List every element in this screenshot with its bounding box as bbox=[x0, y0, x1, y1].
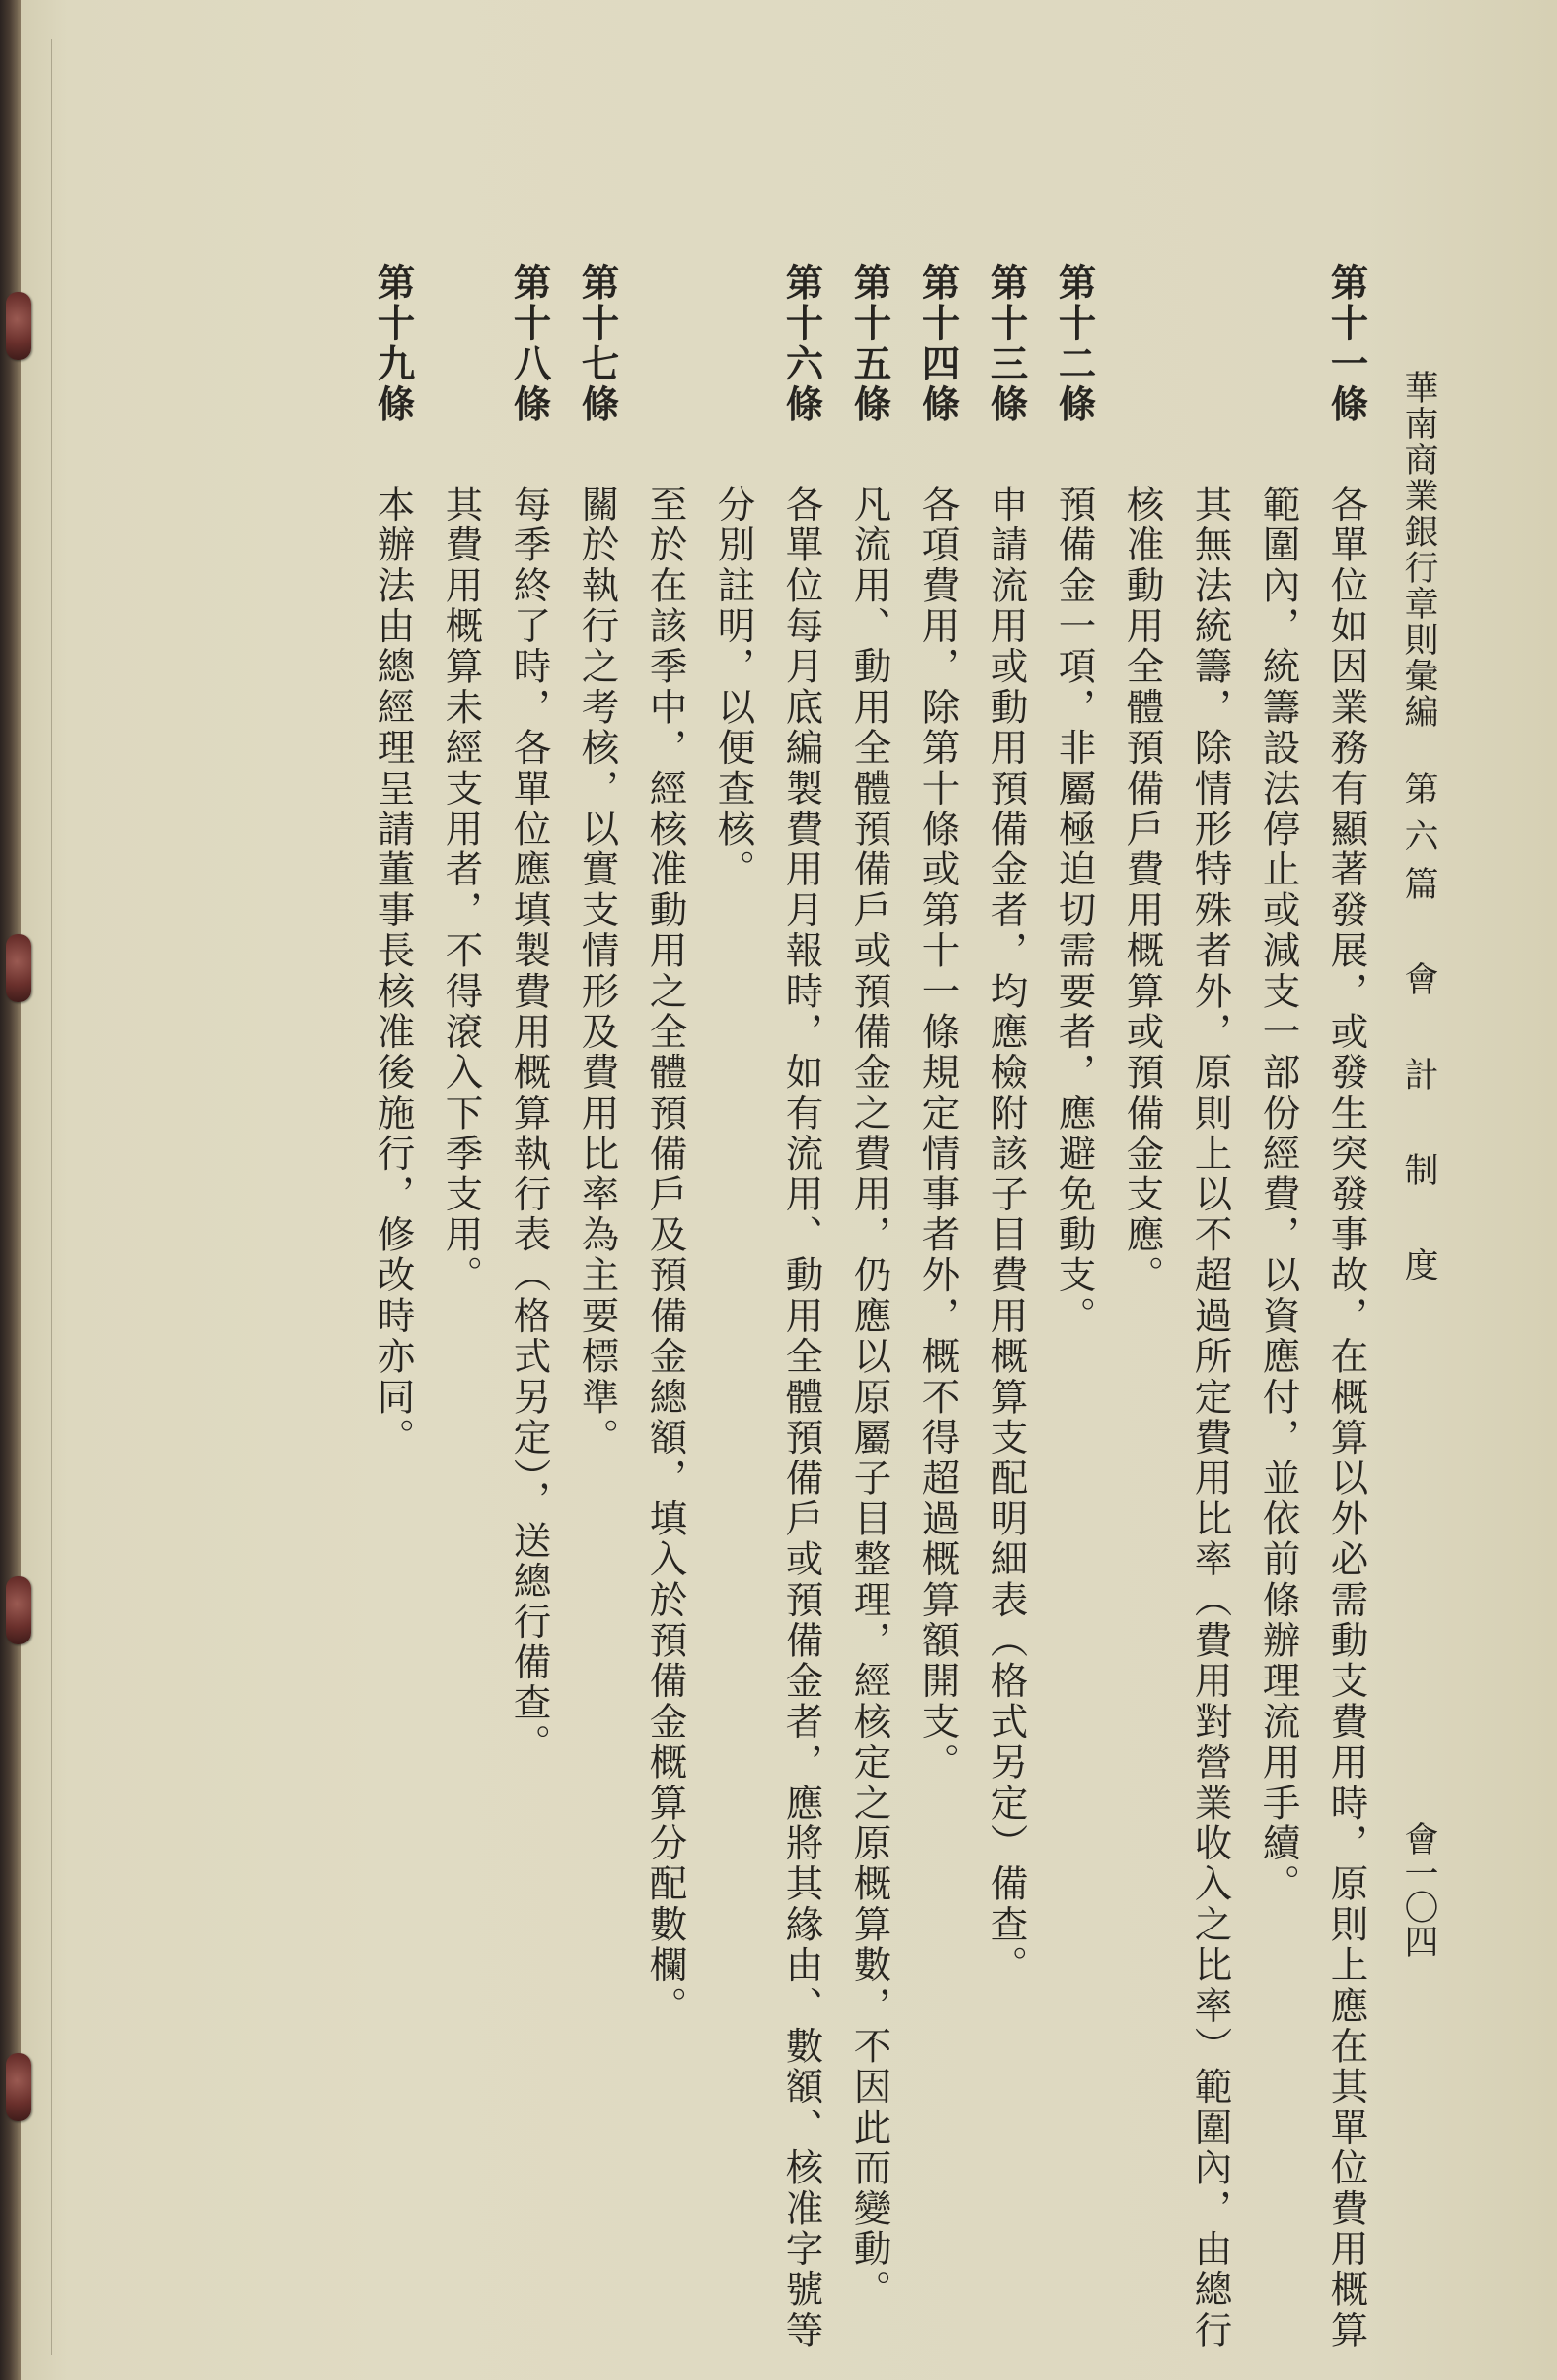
book-title: 華南商業銀行章則彙編 bbox=[1399, 370, 1438, 730]
article-text-line: 各單位每月底編製費用月報時，如有流用、動用全體預備戶或預備金者，應將其緣由、數額、核准字號等 bbox=[779, 485, 824, 2352]
article-text-line: 範圍內，統籌設法停止或減支一部份經費，以資應付，並依前條辦理流用手續。 bbox=[1256, 485, 1301, 1905]
article-text-line: 各項費用，除第十條或第十一條規定情事者外，概不得超過概算額開支。 bbox=[916, 485, 960, 1784]
article-label: 第十三條 bbox=[984, 263, 1029, 425]
article-text-line: 其無法統籌，除情形特殊者外，原則上以不超過所定費用比率（費用對營業收入之比率）範圍內，由總行 bbox=[1188, 485, 1233, 2352]
article-label: 第十四條 bbox=[916, 263, 960, 425]
article-text-line: 至於在該季中，經核准動用之全體預備戶及預備金總額，填入於預備金概算分配數欄。 bbox=[643, 485, 688, 2027]
article-text-line: 核准動用全體預備戶費用概算或預備金支應。 bbox=[1120, 485, 1165, 1296]
article-label: 第十六條 bbox=[779, 263, 824, 425]
article-text-line: 關於執行之考核，以實支情形及費用比率為主要標準。 bbox=[575, 485, 620, 1459]
binding-stitch bbox=[6, 934, 31, 1002]
binding-stitch bbox=[6, 2053, 31, 2121]
page-number: 會一〇四 bbox=[1399, 1821, 1438, 1958]
binding-stitch bbox=[6, 292, 31, 360]
binding-stitch bbox=[6, 1576, 31, 1644]
article-label: 第十九條 bbox=[371, 263, 416, 425]
article-label: 第十二條 bbox=[1052, 263, 1097, 425]
article-label: 第十八條 bbox=[507, 263, 552, 425]
article-label: 第十七條 bbox=[575, 263, 620, 425]
article-text-line: 本辦法由總經理呈請董事長核准後施行，修改時亦同。 bbox=[371, 485, 416, 1459]
section-title: 第六篇 會 計 制 度 bbox=[1399, 771, 1438, 1295]
article-text-line: 申請流用或動用預備金者，均應檢附該子目費用概算支配明細表（格式另定）備查。 bbox=[984, 485, 1029, 1986]
article-text-line: 預備金一項，非屬極迫切需要者，應避免動支。 bbox=[1052, 485, 1097, 1337]
article-text-line: 每季終了時，各單位應填製費用概算執行表（格式另定），送總行備查。 bbox=[507, 485, 552, 1765]
article-text-line: 凡流用、動用全體預備戶或預備金之費用，仍應以原屬子目整理，經核定之原概算數，不因此而變動。 bbox=[848, 485, 892, 2311]
article-text-line: 各單位如因業務有顯著發展，或發生突發事故，在概算以外必需動支費用時，原則上應在其單位費用概算 bbox=[1324, 485, 1369, 2352]
article-label: 第十一條 bbox=[1324, 263, 1369, 425]
article-text-line: 分別註明，以便查核。 bbox=[711, 485, 756, 890]
article-label: 第十五條 bbox=[848, 263, 892, 425]
article-text-line: 其費用概算未經支用者，不得滾入下季支用。 bbox=[439, 485, 484, 1296]
page-gutter-line bbox=[51, 39, 52, 2355]
